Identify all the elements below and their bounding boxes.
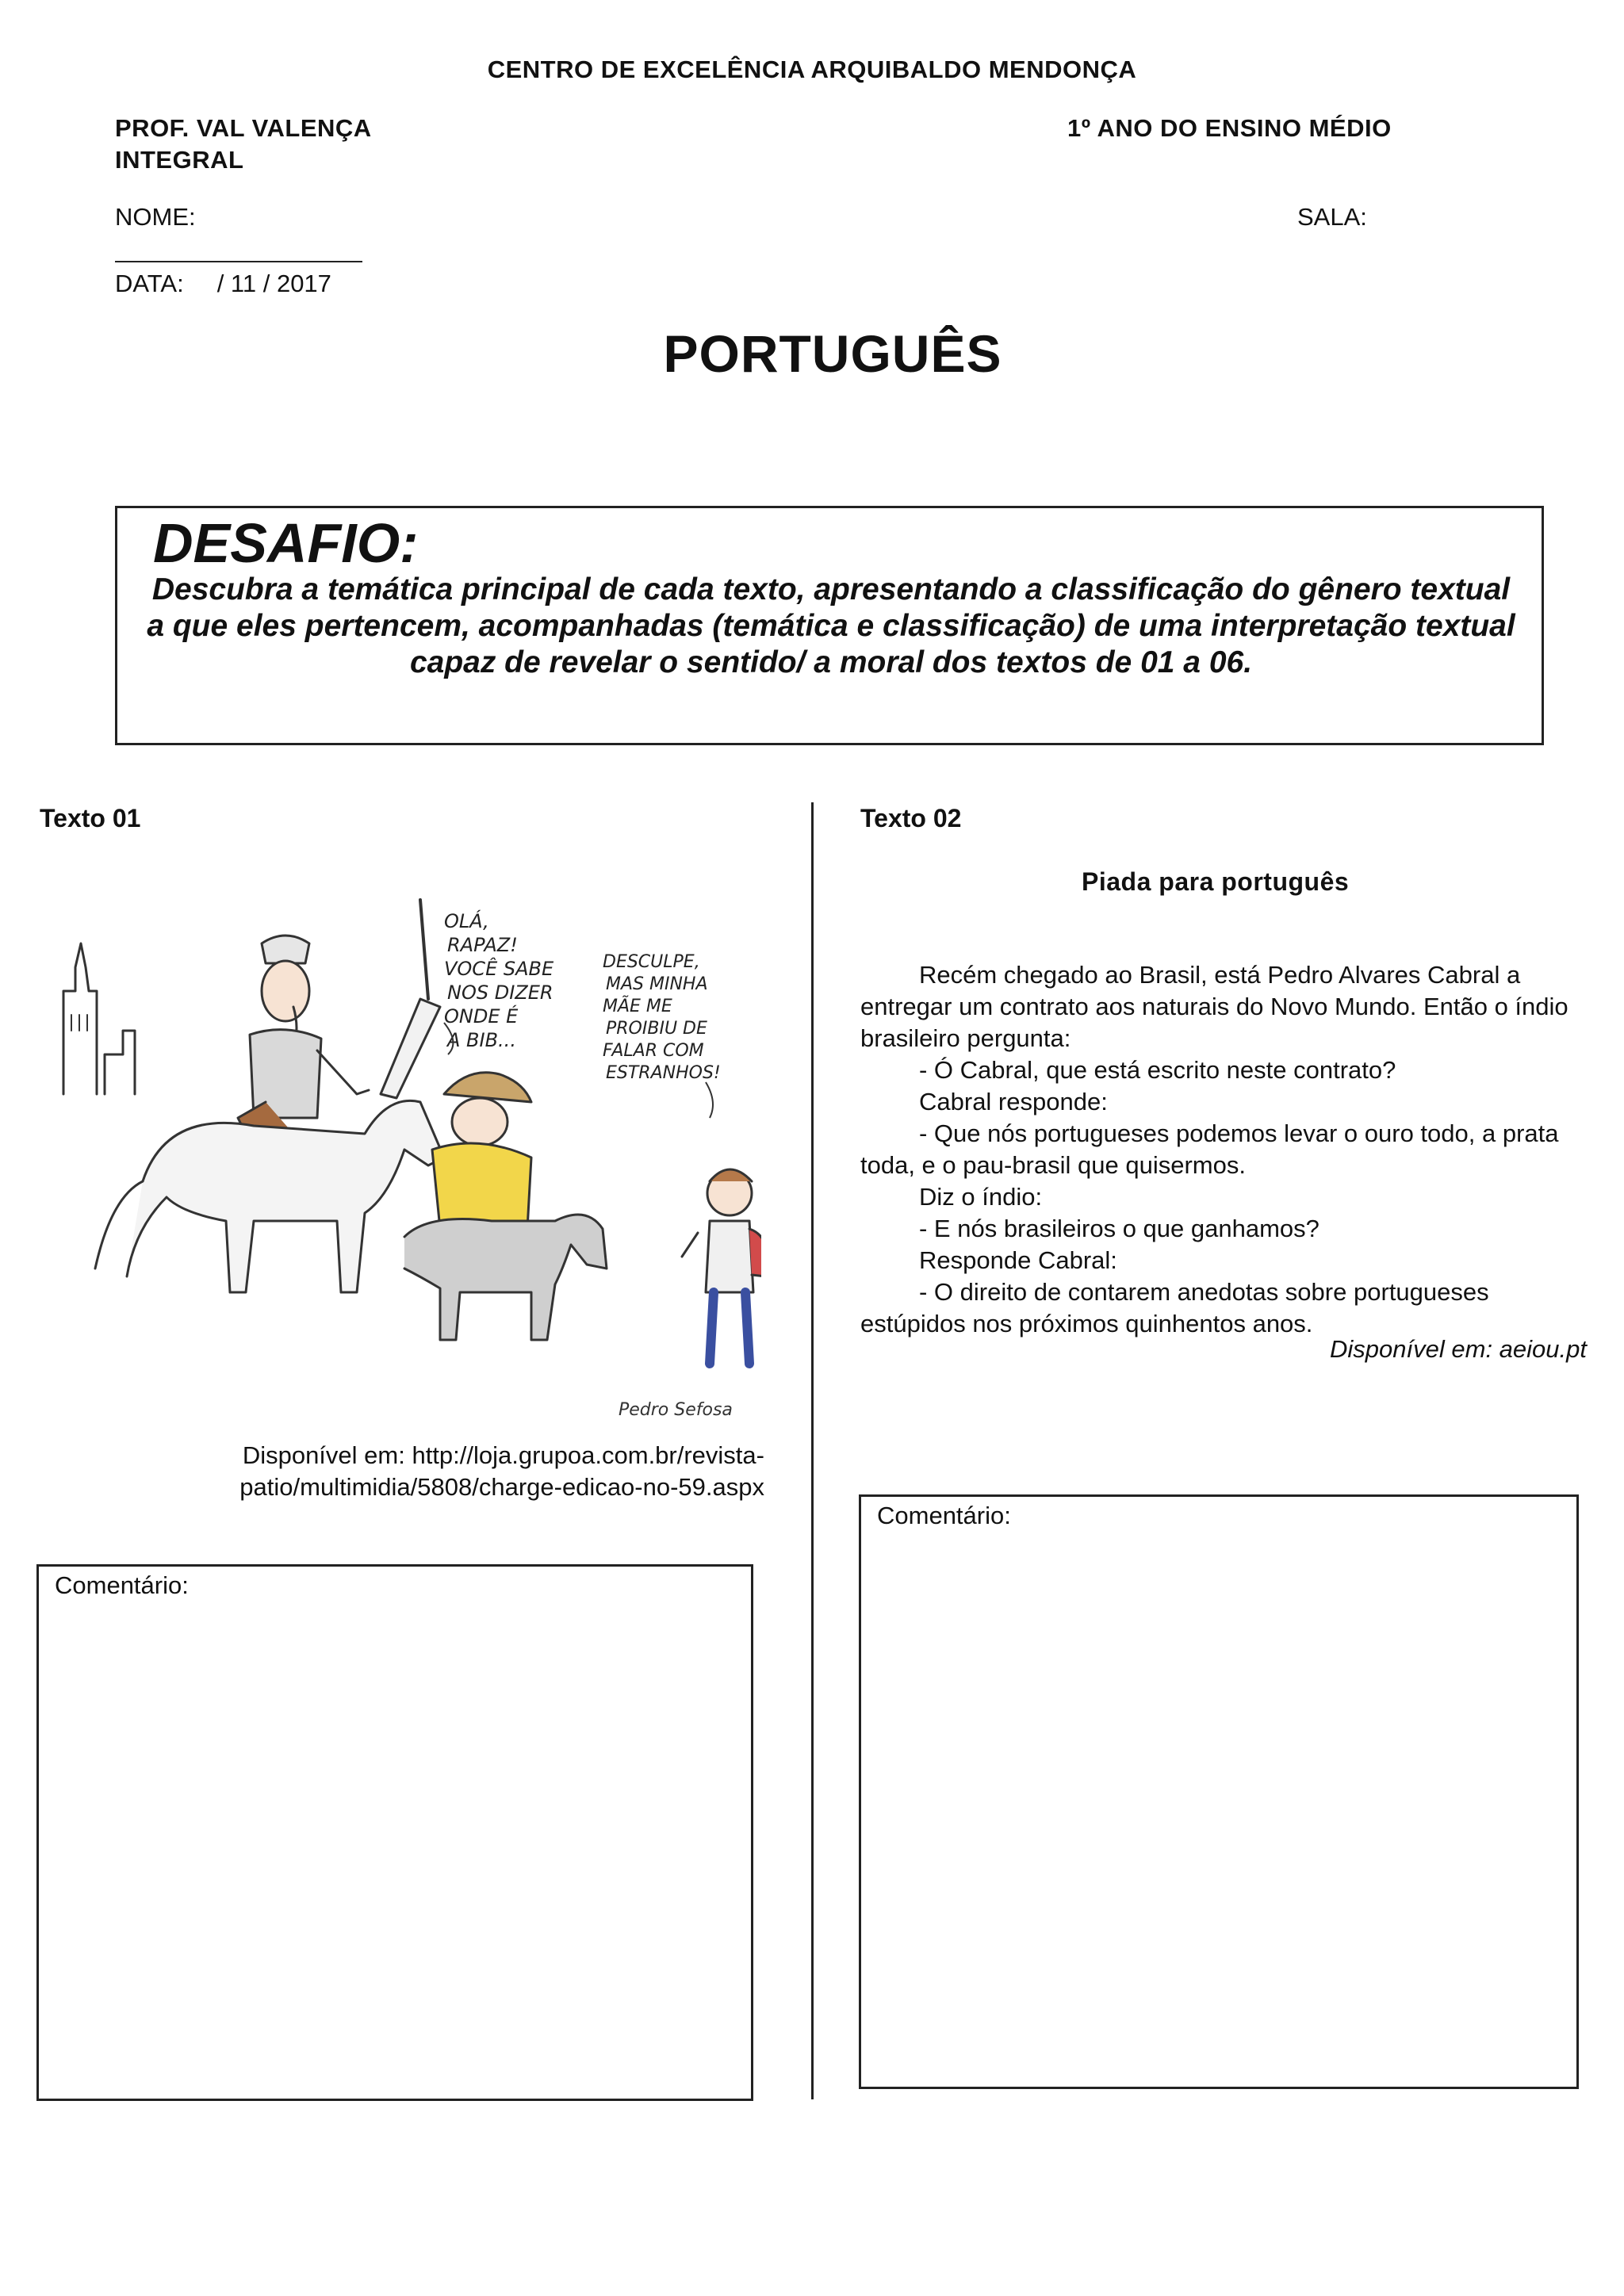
- comment-label: Comentário:: [55, 1571, 189, 1599]
- joke-paragraph: - E nós brasileiros o que ganhamos?: [919, 1215, 1320, 1242]
- text-01-source: [159, 1440, 764, 1503]
- speech-line: NOS DIZER: [447, 982, 553, 1004]
- challenge-text: Descubra a temática principal de cada texto, apresentando a classificação do gênero textual a que eles pertencem, acompanhadas (temática e classificação) de uma interpretação textual capaz de revelar o sentido/ a moral dos textos de 01 a 06.: [147, 572, 1515, 679]
- challenge-title: DESAFIO:: [153, 512, 419, 574]
- date-line: [115, 270, 331, 298]
- joke-paragraph: Recém chegado ao Brasil, está Pedro Alvares Cabral a entregar um contrato aos naturais do Novo Mundo. Então o índio brasileiro pergunta:: [860, 961, 1568, 1052]
- school-name: CENTRO DE EXCELÊNCIA ARQUIBALDO MENDONÇA: [487, 55, 1137, 83]
- speech-line: MÃE ME: [603, 997, 672, 1016]
- text-02-title: Piada para português: [1082, 867, 1350, 896]
- comment-label: Comentário:: [877, 1502, 1011, 1529]
- speech-line: PROIBIU DE: [606, 1019, 707, 1039]
- speech-line: A BIB...: [447, 1029, 516, 1051]
- joke-paragraph: Cabral responde:: [919, 1088, 1108, 1115]
- cartoon-image: [48, 896, 761, 1435]
- horse-icon: [127, 1100, 444, 1292]
- text-02-source: Disponível em: aeiou.pt: [1330, 1335, 1587, 1363]
- speech-line: MAS MINHA: [606, 974, 708, 994]
- sala-label: SALA:: [1297, 203, 1367, 231]
- donkey-icon: [404, 1215, 607, 1340]
- text-01-source-line2: patio/multimidia/5808/charge-edicao-no-59.aspx: [239, 1473, 764, 1501]
- challenge-box: [115, 506, 1544, 745]
- joke-paragraph: - Ó Cabral, que está escrito neste contrato?: [919, 1056, 1396, 1084]
- spear-icon: [420, 900, 428, 999]
- joke-paragraph: Diz o índio:: [919, 1183, 1043, 1211]
- text-02-label: Texto 02: [860, 804, 962, 832]
- cartoon-speech-left: [444, 909, 554, 1051]
- speech-line: VOCÊ SABE: [444, 958, 554, 980]
- speech-line: ONDE É: [444, 1005, 519, 1027]
- text-01-label: Texto 01: [40, 804, 141, 832]
- cartoon-speech-right: [603, 952, 721, 1083]
- page-title: PORTUGUÊS: [663, 324, 1002, 383]
- comment-box-text-02[interactable]: [859, 1494, 1579, 2089]
- speech-line: OLÁ,: [444, 910, 489, 932]
- cartoon-signature: Pedro Sefosa: [619, 1400, 733, 1420]
- sancho-hat-icon: [444, 1073, 531, 1102]
- text-02-body: [860, 959, 1587, 1340]
- text-01-source-line1: Disponível em: http://loja.grupoa.com.br/revista-: [242, 1441, 764, 1469]
- speech-line: FALAR COM: [603, 1041, 704, 1061]
- name-underline: [115, 261, 362, 262]
- integral-label: INTEGRAL: [115, 146, 244, 174]
- professor-name: PROF. VAL VALENÇA: [115, 114, 372, 142]
- joke-paragraph: - Que nós portugueses podemos levar o ouro todo, a prata toda, e o pau-brasil que quisermos.: [860, 1119, 1559, 1179]
- nome-label: NOME:: [115, 203, 196, 231]
- joke-paragraph: - O direito de contarem anedotas sobre portugueses estúpidos nos próximos quinhentos anos.: [860, 1278, 1489, 1337]
- column-divider: [811, 802, 814, 2099]
- grade-label: 1º ANO DO ENSINO MÉDIO: [1067, 114, 1392, 142]
- speech-line: DESCULPE,: [603, 952, 700, 972]
- date-label: DATA:: [115, 270, 184, 297]
- comment-box-text-01[interactable]: [36, 1564, 753, 2101]
- speech-line: RAPAZ!: [447, 934, 518, 956]
- knight-helmet-icon: [262, 936, 309, 963]
- speech-line: ESTRANHOS!: [606, 1063, 721, 1083]
- date-value: / 11 / 2017: [216, 270, 331, 297]
- joke-paragraph: Responde Cabral:: [919, 1246, 1117, 1274]
